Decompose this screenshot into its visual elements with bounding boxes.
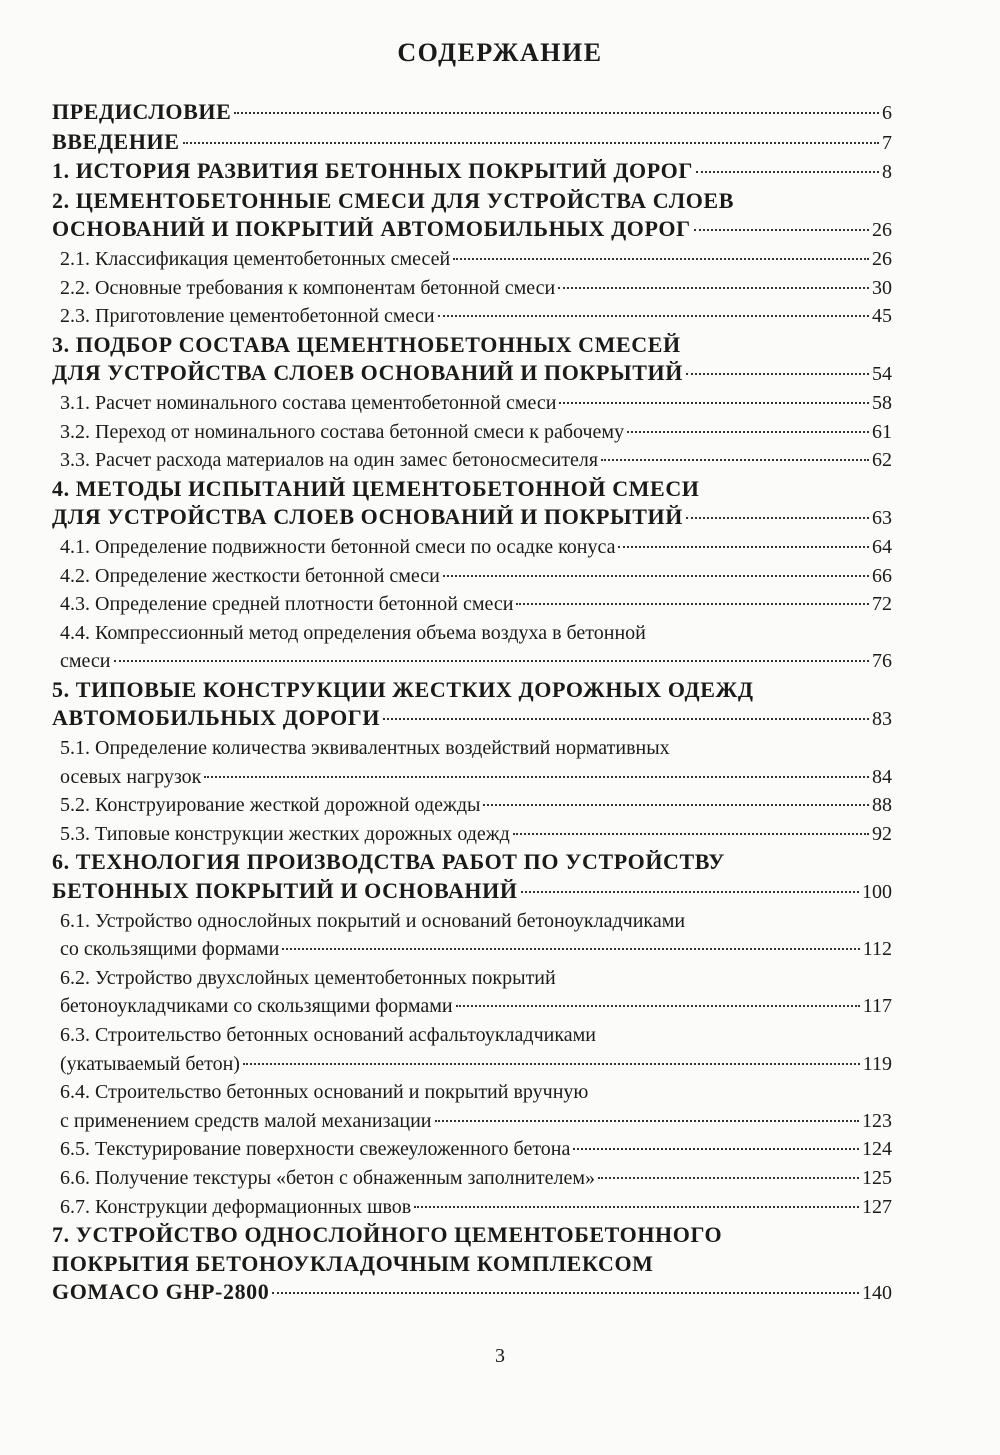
toc-page-number: 26	[872, 219, 892, 242]
toc-section-entry	[52, 446, 892, 475]
toc-page-number: 84	[872, 765, 892, 788]
dot-leader	[114, 660, 870, 662]
page-number: 3	[495, 1345, 505, 1367]
toc-entry-line	[60, 820, 892, 849]
toc-entry-line	[60, 791, 892, 820]
toc-entry-text: 6.7. Конструкции деформационных швов	[60, 1195, 412, 1218]
toc-chapter-entry	[52, 848, 892, 906]
toc-page-number: 26	[872, 247, 892, 270]
dot-leader	[234, 112, 879, 114]
toc-entry-text: бетоноукладчиками со скользящими формами	[60, 995, 453, 1018]
toc-entry-line	[60, 1164, 892, 1193]
toc-entry-text: 3.1. Расчет номинального состава цементобетонной смеси	[60, 391, 557, 414]
toc-page-number: 62	[872, 449, 892, 472]
toc-page-number: 127	[862, 1195, 892, 1218]
toc-section-entry	[52, 734, 892, 791]
toc-entry-text: 2.2. Основные требования к компонентам бетонной смеси	[60, 276, 556, 299]
toc-section-entry	[52, 562, 892, 591]
dot-leader	[438, 315, 869, 317]
toc-entry-line	[60, 533, 892, 562]
toc-entry-line	[60, 992, 892, 1021]
toc-page-number: 112	[862, 938, 892, 961]
toc-chapter-entry	[52, 187, 892, 245]
toc-section-entry	[52, 533, 892, 562]
toc-entry-text: 6.2. Устройство двухслойных цементобетонных покрытий	[60, 966, 556, 989]
toc-entry-line	[60, 763, 892, 792]
toc-entry-line	[52, 215, 892, 245]
dot-leader	[601, 459, 869, 461]
toc-entry-text: ПОКРЫТИЯ БЕТОНОУКЛАДОЧНЫМ КОМПЛЕКСОМ	[52, 1250, 654, 1276]
toc-entry-line	[60, 1050, 892, 1079]
toc-chapter-entry	[52, 1221, 892, 1308]
dot-leader	[456, 1005, 860, 1007]
toc-entry-line	[60, 245, 892, 274]
toc-page-number: 63	[872, 507, 892, 530]
toc-chapter-entry	[52, 157, 892, 187]
toc-page-number: 100	[862, 881, 892, 904]
toc-entry-text: 4. МЕТОДЫ ИСПЫТАНИЙ ЦЕМЕНТОБЕТОННОЙ СМЕСИ	[52, 475, 700, 501]
toc-page-number: 124	[862, 1138, 892, 1161]
toc-chapter-entry	[52, 98, 892, 128]
toc-entry-text: ВВЕДЕНИЕ	[52, 128, 180, 154]
toc-entry-text: 2.1. Классификация цементобетонных смесей	[60, 247, 451, 270]
toc-entry-text: со скользящими формами	[60, 938, 280, 961]
toc-entry-line	[60, 418, 892, 447]
toc-section-entry	[52, 1078, 892, 1135]
dot-leader	[694, 229, 869, 231]
toc-entry-text: ПРЕДИСЛОВИЕ	[52, 99, 232, 124]
toc-page-number: 88	[872, 794, 892, 817]
toc-entry-text: (укатываемый бетон)	[60, 1052, 240, 1075]
toc-entry-text: 2. ЦЕМЕНТОБЕТОННЫЕ СМЕСИ ДЛЯ УСТРОЙСТВА СЛОЕВ	[52, 187, 734, 213]
toc-section-entry	[52, 820, 892, 849]
toc-entry-line	[60, 446, 892, 475]
toc-section-entry	[52, 964, 892, 1021]
toc-chapter-entry	[52, 676, 892, 734]
toc-page-number: 123	[862, 1109, 892, 1132]
toc-chapter-entry	[52, 128, 892, 158]
dot-leader	[559, 402, 869, 404]
toc-page-number: 66	[872, 564, 892, 587]
toc-entry-line	[52, 877, 892, 907]
toc-page-number: 83	[872, 708, 892, 731]
toc-entry-text: смеси	[60, 650, 111, 673]
toc-chapter-entry	[52, 475, 892, 533]
toc-page-number: 92	[872, 822, 892, 845]
dot-leader	[618, 546, 869, 548]
dot-leader	[414, 1206, 859, 1208]
toc-page-number: 61	[872, 420, 892, 443]
dot-leader	[204, 776, 869, 778]
dot-leader	[686, 373, 869, 375]
dot-leader	[453, 258, 869, 260]
toc-entry-text: 6.6. Получение текстуры «бетон с обнаженным заполнителем»	[60, 1166, 596, 1189]
toc-entry-line	[60, 1193, 892, 1222]
toc-page-number: 54	[872, 363, 892, 386]
toc-entry-text: 7. УСТРОЙСТВО ОДНОСЛОЙНОГО ЦЕМЕНТОБЕТОННОГО	[52, 1222, 723, 1248]
toc-entry-line	[60, 935, 892, 964]
toc-page-number: 6	[882, 102, 892, 124]
toc-section-entry	[52, 418, 892, 447]
page-title: СОДЕРЖАНИЕ	[397, 38, 603, 67]
table-of-contents	[52, 98, 892, 1308]
toc-entry-text: GOMACO GHP-2800	[52, 1279, 270, 1305]
toc-entry-text: 5. ТИПОВЫЕ КОНСТРУКЦИИ ЖЕСТКИХ ДОРОЖНЫХ ОДЕЖД	[52, 676, 754, 702]
toc-entry-text: ОСНОВАНИЙ И ПОКРЫТИЙ АВТОМОБИЛЬНЫХ ДОРОГ	[52, 216, 691, 242]
toc-entry-line	[60, 562, 892, 591]
toc-entry-line	[60, 389, 892, 418]
toc-section-entry	[52, 1021, 892, 1078]
toc-entry-line	[52, 704, 892, 734]
toc-chapter-entry	[52, 331, 892, 389]
toc-entry-line	[60, 590, 892, 619]
toc-entry-line	[60, 274, 892, 303]
toc-entry-line	[60, 1135, 892, 1164]
toc-page-number: 30	[872, 276, 892, 299]
toc-entry-text: ДЛЯ УСТРОЙСТВА СЛОЕВ ОСНОВАНИЙ И ПОКРЫТИЙ	[52, 504, 683, 530]
toc-entry-text: 5.3. Типовые конструкции жестких дорожных одежд	[60, 822, 510, 845]
toc-entry-text: 1. ИСТОРИЯ РАЗВИТИЯ БЕТОННЫХ ПОКРЫТИЙ ДОРОГ	[52, 158, 693, 184]
toc-page-number: 72	[872, 593, 892, 616]
toc-section-entry	[52, 389, 892, 418]
toc-page-number: 117	[862, 995, 892, 1018]
dot-leader	[627, 431, 869, 433]
toc-section-entry	[52, 302, 892, 331]
toc-entry-text: с применением средств малой механизации	[60, 1109, 432, 1132]
toc-page-number: 45	[872, 305, 892, 328]
toc-entry-text: ДЛЯ УСТРОЙСТВА СЛОЕВ ОСНОВАНИЙ И ПОКРЫТИЙ	[52, 360, 683, 386]
toc-section-entry	[52, 245, 892, 274]
dot-leader	[686, 517, 869, 519]
toc-section-entry	[52, 1135, 892, 1164]
toc-page-number: 64	[872, 535, 892, 558]
toc-section-entry	[52, 791, 892, 820]
dot-leader	[443, 575, 869, 577]
dot-leader	[573, 1148, 859, 1150]
toc-entry-text: 6.1. Устройство однослойных покрытий и оснований бетоноукладчиками	[60, 909, 686, 932]
toc-entry-text: 4.2. Определение жесткости бетонной смеси	[60, 564, 440, 587]
dot-leader	[282, 948, 859, 950]
toc-entry-line	[60, 1107, 892, 1136]
toc-page-number: 119	[862, 1052, 892, 1075]
toc-entry-text: 4.3. Определение средней плотности бетонной смеси	[60, 593, 514, 616]
toc-entry-line	[52, 157, 892, 187]
toc-entry-text: БЕТОННЫХ ПОКРЫТИЙ И ОСНОВАНИЙ	[52, 878, 518, 904]
toc-section-entry	[52, 1193, 892, 1222]
toc-page-number: 8	[882, 161, 892, 184]
toc-entry-text: 2.3. Приготовление цементобетонной смеси	[60, 305, 435, 328]
toc-entry-text: 4.1. Определение подвижности бетонной смеси по осадке конуса	[60, 535, 616, 558]
toc-section-entry	[52, 619, 892, 676]
toc-entry-line	[60, 302, 892, 331]
toc-entry-text: 6.4. Строительство бетонных оснований и покрытий вручную	[60, 1081, 589, 1104]
toc-page-number: 125	[862, 1166, 892, 1189]
toc-section-entry	[52, 274, 892, 303]
toc-section-entry	[52, 907, 892, 964]
toc-section-entry	[52, 590, 892, 619]
toc-entry-line	[52, 1278, 892, 1308]
toc-entry-text: АВТОМОБИЛЬНЫХ ДОРОГИ	[52, 705, 381, 731]
toc-page-number: 140	[862, 1282, 892, 1305]
dot-leader	[696, 171, 879, 173]
toc-section-entry	[52, 1164, 892, 1193]
toc-entry-line	[52, 503, 892, 533]
toc-entry-text: 6.3. Строительство бетонных оснований асфальтоукладчиками	[60, 1024, 596, 1046]
dot-leader	[383, 718, 869, 720]
toc-page-number: 76	[872, 650, 892, 673]
toc-entry-text: 5.1. Определение количества эквивалентных воздействий нормативных	[60, 737, 670, 760]
dot-leader	[513, 833, 869, 835]
toc-entry-text: 6.5. Текстурирование поверхности свежеуложенного бетона	[60, 1138, 571, 1161]
dot-leader	[558, 287, 869, 289]
toc-entry-text: 6. ТЕХНОЛОГИЯ ПРОИЗВОДСТВА РАБОТ ПО УСТРОЙСТВУ	[52, 849, 726, 875]
toc-entry-line	[52, 128, 892, 158]
dot-leader	[521, 891, 859, 893]
dot-leader	[272, 1292, 859, 1294]
toc-page-number: 7	[882, 131, 892, 154]
toc-entry-line	[52, 359, 892, 389]
toc-entry-line	[52, 98, 892, 128]
toc-entry-text: 3. ПОДБОР СОСТАВА ЦЕМЕНТНОБЕТОННЫХ СМЕСЕЙ	[52, 331, 681, 357]
toc-entry-text: осевых нагрузок	[60, 765, 202, 788]
dot-leader	[483, 804, 869, 806]
dot-leader	[243, 1063, 860, 1065]
dot-leader	[516, 603, 869, 605]
dot-leader	[183, 142, 879, 144]
toc-entry-text: 4.4. Компрессионный метод определения объема воздуха в бетонной	[60, 621, 646, 644]
toc-entry-text: 3.2. Переход от номинального состава бетонной смеси к рабочему	[60, 420, 625, 443]
dot-leader	[435, 1120, 860, 1122]
toc-page-number: 58	[872, 391, 892, 414]
toc-entry-line	[60, 647, 892, 676]
toc-entry-text: 5.2. Конструирование жесткой дорожной одежды	[60, 794, 481, 817]
dot-leader	[598, 1177, 859, 1179]
toc-entry-text: 3.3. Расчет расхода материалов на один замес бетоносмесителя	[60, 449, 599, 472]
